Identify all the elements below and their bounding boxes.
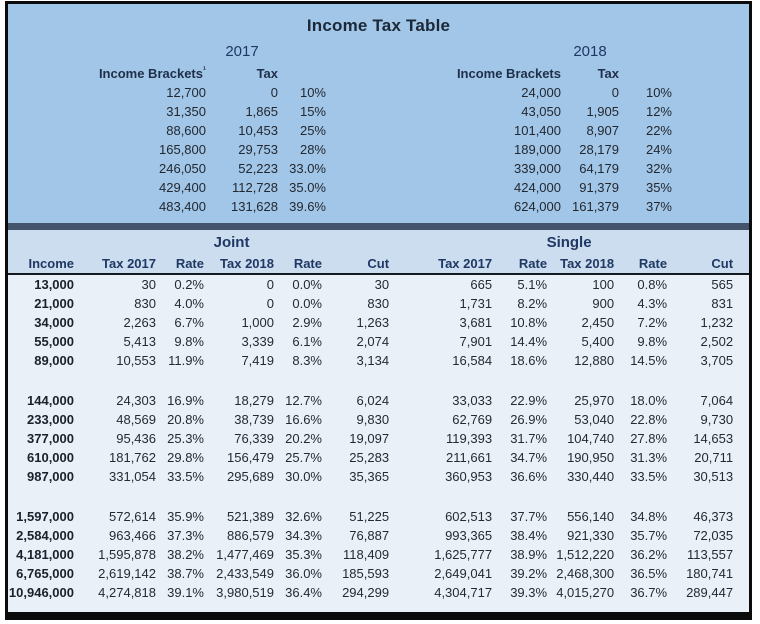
value-cell: 9,830 (356, 412, 390, 427)
value-cell: 30,513 (693, 469, 734, 484)
value-cell: 830 (367, 296, 390, 311)
value-cell: 2,502 (700, 334, 734, 349)
comparison-row (8, 410, 749, 429)
value-cell: 1,625,777 (434, 547, 493, 562)
value-cell: 32.6% (285, 509, 322, 524)
joint-tax-2018-header: Tax 2018 (204, 254, 274, 274)
joint-group-header: Joint (213, 233, 250, 251)
value-cell: 2,450 (581, 315, 615, 330)
income-cell: 55,000 (34, 334, 74, 349)
brackets-column-header (56, 64, 206, 83)
spacer-row (8, 486, 749, 507)
bracket-value: 339,000 (514, 161, 561, 176)
bracket-row (411, 178, 672, 197)
tax-value: 28,179 (579, 142, 619, 157)
comparison-row (8, 351, 749, 370)
value-cell: 30 (374, 277, 390, 292)
value-cell: 37.7% (510, 509, 548, 524)
spacer-row (8, 370, 749, 391)
value-cell: 25,283 (349, 450, 390, 465)
bracket-value: 429,400 (159, 180, 206, 195)
value-cell: 104,740 (567, 431, 615, 446)
value-cell: 72,035 (693, 528, 734, 543)
rate-column-header (619, 64, 672, 83)
value-cell: 113,557 (687, 547, 734, 562)
value-cell: 76,887 (349, 528, 390, 543)
value-cell: 30 (141, 277, 156, 292)
value-cell: 0 (266, 277, 274, 292)
bracket-row (56, 102, 326, 121)
tax-value: 161,379 (572, 199, 619, 214)
income-cell: 6,765,000 (16, 566, 74, 581)
value-cell: 2,619,142 (98, 566, 156, 581)
value-cell: 119,393 (446, 431, 493, 446)
value-cell: 1,512,220 (556, 547, 615, 562)
income-cell: 2,584,000 (16, 528, 74, 543)
rate-value: 10% (299, 85, 326, 100)
value-cell: 53,040 (574, 412, 615, 427)
comparison-row (8, 545, 749, 564)
bracket-header-row (411, 64, 672, 83)
value-cell: 36.6% (510, 469, 548, 484)
year-label-2017: 2017 (225, 43, 259, 60)
empty-cell (411, 39, 561, 64)
value-cell: 2,074 (356, 334, 390, 349)
value-cell: 572,614 (109, 509, 156, 524)
value-cell: 2,468,300 (556, 566, 615, 581)
value-cell: 360,953 (445, 469, 493, 484)
value-cell: 1,595,878 (98, 547, 156, 562)
tax-value: 8,907 (586, 123, 619, 138)
income-cell: 13,000 (34, 277, 74, 292)
value-cell: 181,762 (109, 450, 156, 465)
bracket-value: 424,000 (514, 180, 561, 195)
brackets-header-label: Income Brackets (98, 66, 203, 81)
value-cell: 1,000 (241, 315, 274, 330)
comparison-row (8, 583, 749, 602)
value-cell: 29.8% (167, 450, 204, 465)
value-cell: 2.9% (292, 315, 322, 330)
value-cell: 8.2% (517, 296, 548, 311)
value-cell: 76,339 (234, 431, 274, 446)
single-tax-2017-header: Tax 2017 (389, 254, 492, 274)
value-cell: 36.2% (630, 547, 668, 562)
comparison-row (8, 294, 749, 313)
tax-value: 0 (611, 85, 619, 100)
brackets-table-2017 (56, 39, 326, 216)
bracket-row (56, 83, 326, 102)
value-cell: 921,330 (567, 528, 615, 543)
bracket-row (56, 197, 326, 216)
income-cell: 89,000 (34, 353, 74, 368)
income-cell: 987,000 (27, 469, 74, 484)
value-cell: 4.3% (637, 296, 668, 311)
joint-cut-header: Cut (322, 254, 389, 274)
value-cell: 12.7% (285, 393, 322, 408)
bracket-value: 483,400 (159, 199, 206, 214)
value-cell: 295,689 (227, 469, 274, 484)
tax-value: 0 (270, 85, 278, 100)
value-cell: 35.9% (167, 509, 204, 524)
value-cell: 3,980,519 (216, 585, 274, 600)
value-cell: 2,649,041 (434, 566, 493, 581)
value-cell: 9,730 (700, 412, 734, 427)
value-cell: 33,033 (452, 393, 493, 408)
value-cell: 27.8% (630, 431, 668, 446)
comparison-row (8, 391, 749, 410)
value-cell: 18.6% (510, 353, 548, 368)
income-cell: 610,000 (27, 450, 74, 465)
tax-value: 1,905 (586, 104, 619, 119)
value-cell: 7.2% (637, 315, 668, 330)
value-cell: 602,513 (445, 509, 493, 524)
year-label-2018: 2018 (573, 43, 607, 60)
bracket-groups (8, 39, 749, 216)
value-cell: 3,681 (459, 315, 493, 330)
single-rate-2018-header: Rate (614, 254, 667, 274)
comparison-row (8, 274, 749, 294)
value-cell: 19,097 (349, 431, 390, 446)
comparison-header (8, 230, 749, 274)
value-cell: 0.2% (174, 277, 204, 292)
value-cell: 185,593 (342, 566, 390, 581)
value-cell: 1,263 (356, 315, 390, 330)
empty-cell (619, 39, 672, 64)
rate-column-header (278, 64, 326, 83)
value-cell: 38,739 (234, 412, 274, 427)
value-cell: 34.3% (285, 528, 322, 543)
bracket-value: 24,000 (521, 85, 561, 100)
value-cell: 1,731 (459, 296, 493, 311)
bracket-row (56, 140, 326, 159)
value-cell: 38.4% (510, 528, 548, 543)
income-column-header: Income (8, 254, 74, 274)
value-cell: 963,466 (109, 528, 156, 543)
value-cell: 16.6% (285, 412, 322, 427)
value-cell: 118,409 (343, 547, 390, 562)
value-cell: 1,477,469 (216, 547, 274, 562)
value-cell: 0.8% (637, 277, 668, 292)
value-cell: 33.5% (167, 469, 204, 484)
rate-value: 33.0% (289, 161, 326, 176)
bracket-value: 43,050 (521, 104, 561, 119)
value-cell: 4,015,270 (556, 585, 615, 600)
comparison-row (8, 467, 749, 486)
value-cell: 4,274,818 (98, 585, 156, 600)
value-cell: 30.0% (285, 469, 322, 484)
bracket-value: 246,050 (159, 161, 206, 176)
rate-value: 24% (645, 142, 672, 157)
value-cell: 62,769 (452, 412, 493, 427)
value-cell: 25.7% (285, 450, 322, 465)
year-row (411, 39, 672, 64)
value-cell: 26.9% (510, 412, 548, 427)
bracket-row (411, 159, 672, 178)
rate-value: 32% (645, 161, 672, 176)
value-cell: 14.5% (630, 353, 668, 368)
value-cell: 39.1% (167, 585, 204, 600)
value-cell: 34.8% (630, 509, 668, 524)
joint-rate-2018-header: Rate (274, 254, 322, 274)
value-cell: 565 (711, 277, 734, 292)
value-cell: 18.0% (630, 393, 668, 408)
comparison-row (8, 313, 749, 332)
comparison-row (8, 507, 749, 526)
rate-value: 15% (299, 104, 326, 119)
rate-value: 10% (645, 85, 672, 100)
tax-value: 91,379 (579, 180, 619, 195)
comparison-row (8, 448, 749, 467)
comparison-row (8, 564, 749, 583)
value-cell: 2,433,549 (216, 566, 274, 581)
bracket-value: 165,800 (159, 142, 206, 157)
value-cell: 0.0% (292, 296, 322, 311)
comparison-body (8, 274, 749, 602)
value-cell: 20.8% (167, 412, 204, 427)
single-rate-2017-header: Rate (492, 254, 547, 274)
value-cell: 14,653 (693, 431, 734, 446)
bracket-row (56, 121, 326, 140)
tax-value: 29,753 (238, 142, 278, 157)
bracket-row (56, 178, 326, 197)
single-group-header: Single (546, 233, 592, 251)
value-cell: 18,279 (234, 393, 274, 408)
section-divider (8, 223, 749, 230)
value-cell: 20,711 (694, 450, 734, 465)
brackets-body-2018 (411, 83, 672, 216)
tax-column-header: Tax (256, 66, 278, 81)
bracket-row (411, 197, 672, 216)
value-cell: 2,263 (123, 315, 156, 330)
rate-value: 25% (299, 123, 326, 138)
rate-value: 28% (299, 142, 326, 157)
value-cell: 3,705 (700, 353, 734, 368)
bracket-row (411, 83, 672, 102)
value-cell: 5,400 (581, 334, 615, 349)
value-cell: 0 (266, 296, 274, 311)
brackets-header-label: Income Brackets (456, 66, 561, 81)
income-cell: 377,000 (27, 431, 74, 446)
value-cell: 48,569 (116, 412, 156, 427)
bracket-header-row (56, 64, 326, 83)
value-cell: 36.0% (285, 566, 322, 581)
income-cell: 1,597,000 (16, 509, 74, 524)
year-row (56, 39, 326, 64)
tax-value: 10,453 (238, 123, 278, 138)
value-cell: 100 (592, 277, 615, 292)
brackets-column-header (411, 64, 561, 83)
rate-value: 22% (645, 123, 672, 138)
tax-value: 52,223 (238, 161, 278, 176)
value-cell: 886,579 (227, 528, 274, 543)
value-cell: 7,419 (241, 353, 274, 368)
value-cell: 7,064 (700, 393, 734, 408)
value-cell: 289,447 (686, 585, 734, 600)
value-cell: 900 (592, 296, 615, 311)
value-cell: 37.3% (167, 528, 204, 543)
value-cell: 11.9% (168, 353, 204, 368)
income-cell: 34,000 (34, 315, 74, 330)
value-cell: 22.8% (630, 412, 668, 427)
value-cell: 3,339 (241, 334, 274, 349)
joint-rate-2017-header: Rate (156, 254, 204, 274)
bracket-value: 31,350 (166, 104, 206, 119)
value-cell: 4.0% (174, 296, 204, 311)
value-cell: 9.8% (174, 334, 204, 349)
value-cell: 38.7% (167, 566, 204, 581)
value-cell: 20.2% (285, 431, 322, 446)
corner-cell (8, 230, 74, 254)
value-cell: 156,479 (227, 450, 274, 465)
comparison-row (8, 526, 749, 545)
value-cell: 4,304,717 (434, 585, 493, 600)
bracket-value: 624,000 (514, 199, 561, 214)
value-cell: 10,553 (116, 353, 156, 368)
value-cell: 211,661 (446, 450, 493, 465)
bracket-row (411, 140, 672, 159)
value-cell: 331,054 (109, 469, 156, 484)
rate-value: 12% (645, 104, 672, 119)
value-cell: 190,950 (567, 450, 615, 465)
value-cell: 12,880 (574, 353, 615, 368)
spacer-cell (8, 370, 749, 391)
value-cell: 831 (711, 296, 734, 311)
bracket-row (56, 159, 326, 178)
value-cell: 10.8% (510, 315, 548, 330)
tax-table-frame (5, 1, 752, 620)
tax-value: 1,865 (245, 104, 278, 119)
income-cell: 233,000 (27, 412, 74, 427)
value-cell: 6,024 (356, 393, 390, 408)
value-cell: 36.4% (285, 585, 322, 600)
value-cell: 9.8% (637, 334, 668, 349)
joint-tax-2017-header: Tax 2017 (74, 254, 156, 274)
value-cell: 35.7% (630, 528, 668, 543)
value-cell: 330,440 (567, 469, 615, 484)
page-title: Income Tax Table (306, 16, 451, 35)
comparison-row (8, 332, 749, 351)
value-cell: 7,901 (459, 334, 493, 349)
bracket-value: 189,000 (514, 142, 561, 157)
value-cell: 24,303 (116, 393, 156, 408)
column-header-row (8, 254, 749, 274)
value-cell: 830 (134, 296, 156, 311)
bracket-row (411, 102, 672, 121)
value-cell: 31.3% (630, 450, 668, 465)
group-label-row (8, 230, 749, 254)
value-cell: 38.2% (167, 547, 204, 562)
value-cell: 6.7% (174, 315, 204, 330)
footnote-mark: ¹ (203, 64, 206, 75)
bracket-row (411, 121, 672, 140)
value-cell: 25.3% (167, 431, 204, 446)
value-cell: 993,365 (445, 528, 493, 543)
value-cell: 665 (470, 277, 493, 292)
single-cut-header: Cut (667, 254, 749, 274)
bracket-value: 101,400 (514, 123, 561, 138)
income-cell: 4,181,000 (16, 547, 74, 562)
tax-value: 131,628 (231, 199, 278, 214)
value-cell: 3,134 (356, 353, 390, 368)
value-cell: 35.3% (285, 547, 322, 562)
value-cell: 36.7% (630, 585, 668, 600)
tax-value: 112,728 (231, 180, 278, 195)
value-cell: 36.5% (630, 566, 668, 581)
rate-value: 39.6% (289, 199, 326, 214)
value-cell: 1,232 (700, 315, 734, 330)
brackets-table-2018 (411, 39, 672, 216)
value-cell: 16,584 (452, 353, 493, 368)
value-cell: 8.3% (292, 353, 322, 368)
tax-value: 64,179 (579, 161, 619, 176)
value-cell: 5,413 (123, 334, 156, 349)
spacer-cell (8, 486, 749, 507)
value-cell: 294,299 (342, 585, 390, 600)
empty-cell (56, 39, 206, 64)
value-cell: 6.1% (292, 334, 322, 349)
tax-column-header: Tax (597, 66, 619, 81)
empty-cell (278, 39, 326, 64)
value-cell: 5.1% (517, 277, 548, 292)
value-cell: 25,970 (574, 393, 615, 408)
value-cell: 16.9% (167, 393, 204, 408)
comparison-table (8, 230, 749, 602)
rate-value: 35.0% (289, 180, 326, 195)
value-cell: 22.9% (510, 393, 548, 408)
value-cell: 38.9% (510, 547, 548, 562)
value-cell: 35,365 (349, 469, 390, 484)
value-cell: 31.7% (510, 431, 548, 446)
rate-value: 37% (645, 199, 672, 214)
value-cell: 46,373 (693, 509, 734, 524)
bracket-value: 88,600 (166, 123, 206, 138)
value-cell: 39.3% (510, 585, 548, 600)
income-cell: 10,946,000 (8, 585, 74, 600)
value-cell: 33.5% (630, 469, 668, 484)
value-cell: 51,225 (349, 509, 390, 524)
value-cell: 14.4% (510, 334, 548, 349)
rate-value: 35% (645, 180, 672, 195)
single-tax-2018-header: Tax 2018 (547, 254, 614, 274)
bracket-value: 12,700 (166, 85, 206, 100)
income-cell: 144,000 (27, 393, 74, 408)
value-cell: 556,140 (567, 509, 615, 524)
brackets-section (8, 4, 749, 223)
value-cell: 0.0% (292, 277, 322, 292)
value-cell: 95,436 (116, 431, 156, 446)
value-cell: 521,389 (227, 509, 274, 524)
value-cell: 180,741 (686, 566, 734, 581)
value-cell: 34.7% (510, 450, 548, 465)
income-cell: 21,000 (34, 296, 74, 311)
value-cell: 39.2% (510, 566, 548, 581)
brackets-body-2017 (56, 83, 326, 216)
comparison-row (8, 429, 749, 448)
